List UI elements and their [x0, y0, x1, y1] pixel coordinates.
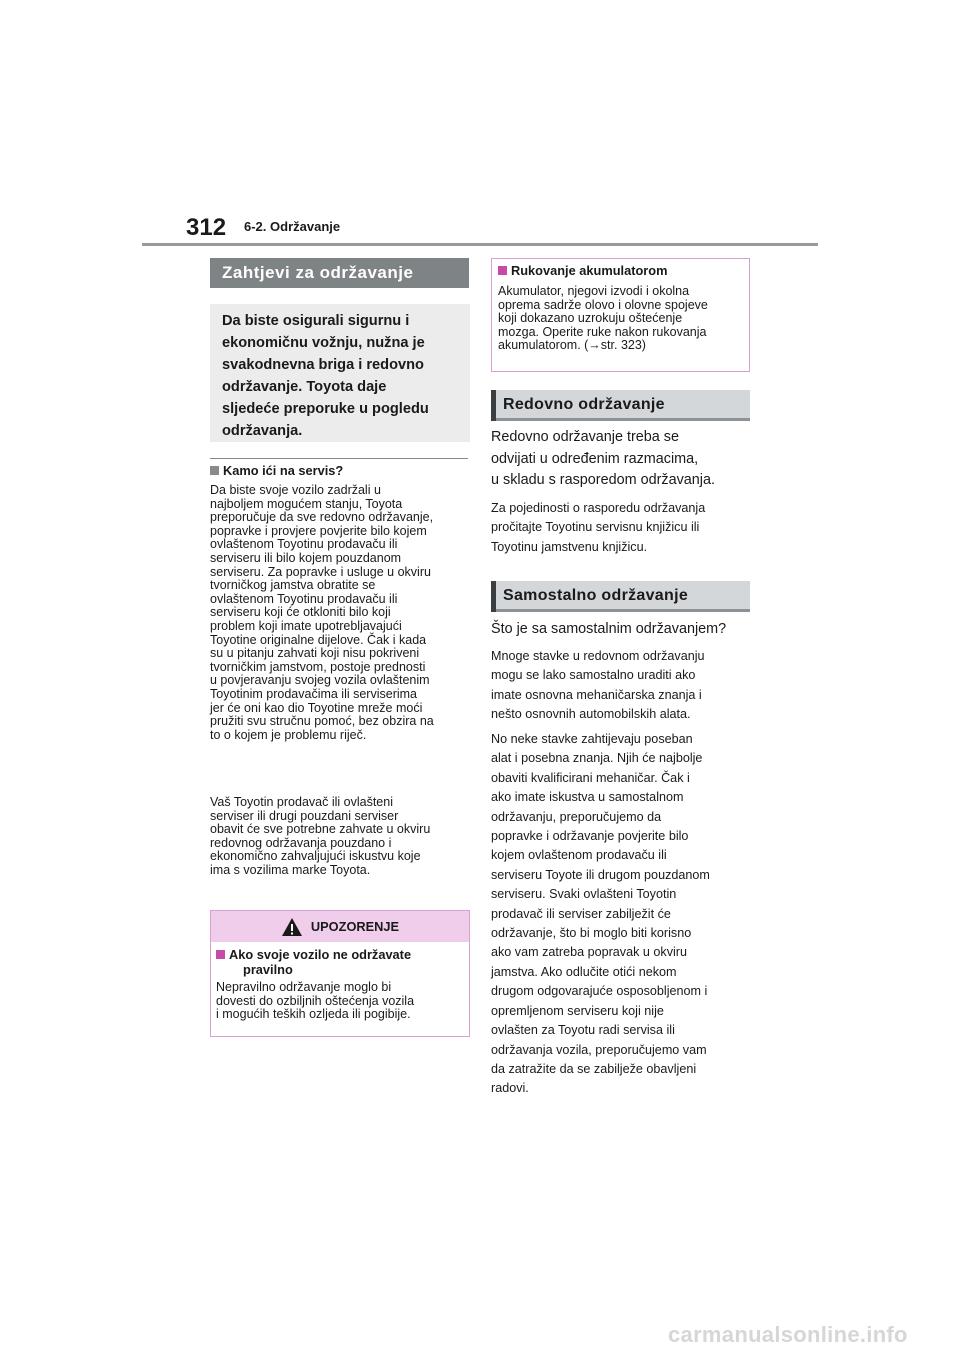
intro-line: Da biste osigurali sigurnu i — [222, 313, 410, 329]
text-line: odvijati u određenim razmacima, — [491, 450, 699, 467]
text-line: popravke i provjere povjerite bilo kojem — [210, 523, 427, 538]
text-line: tvorničkog jamstva obratite se — [210, 578, 376, 593]
text-line: to o kojem je problemu riječ. — [210, 727, 367, 742]
text-line: serviseru koji će otkloniti bilo koji — [210, 605, 391, 620]
warning-box — [210, 910, 470, 1037]
text-line: Za pojedinosti o rasporedu održavanja — [491, 501, 706, 515]
text-line: problem koji imate upotrebljavajući — [210, 618, 402, 633]
warning-heading-text — [229, 947, 411, 977]
section-title-samostalno — [491, 581, 750, 612]
square-bullet-icon — [216, 950, 225, 959]
text-line: dovesti do ozbiljnih oštećenja vozila — [216, 993, 415, 1008]
text-line: pročitajte Toyotinu servisnu knjižicu ili — [491, 520, 700, 535]
text-line: opremljenom serviseru koji nije — [491, 1003, 664, 1018]
servis-heading-text: Kamo ići na servis? — [223, 463, 344, 478]
text-line: serviseru ili bilo kojem pouzdanom — [210, 550, 402, 565]
text-line: popravke i održavanje povjerite bilo — [491, 829, 689, 844]
text-line: serviseru. Za popravke i usluge u okviru — [210, 564, 431, 579]
section-title-text: Samostalno održavanje — [503, 587, 689, 604]
text-line: radovi. — [491, 1081, 529, 1096]
text-line: u skladu s rasporedom održavanja. — [491, 472, 715, 489]
section-title-zahtjevi: Zahtjevi za održavanje — [210, 258, 469, 288]
text-line: ovlašten za Toyotu radi servisa ili — [491, 1023, 675, 1038]
intro-line: održavanja. — [222, 423, 303, 439]
section-title-redovno — [491, 390, 750, 421]
text-line: jamstva. Ako odlučite otići nekom — [491, 964, 677, 979]
text-line: redovnog održavanja pouzdano i — [210, 835, 392, 850]
samostalno-question: Što je sa samostalnim održavanjem? — [491, 621, 727, 637]
intro-line: održavanje. Toyota daje — [222, 379, 387, 395]
text-line: Toyotine originalne dijelove. Čak i kada — [210, 632, 427, 647]
text-line: su u pitanju zahvati koji nisu pokriveni — [210, 646, 420, 661]
text-line: da zatražite da se zabilježe obavljeni — [491, 1061, 697, 1076]
text-line: najboljem mogućem stanju, Toyota — [210, 496, 403, 511]
text-line: obaviti kvalificirani mehaničar. Čak i — [491, 770, 690, 785]
text-line: prodavač ili serviser zabilježit će — [491, 906, 671, 921]
text-line: pravilno — [243, 962, 293, 977]
note-heading — [498, 263, 743, 278]
note-box-akumulator — [491, 258, 750, 372]
text-line: Akumulator, njegovi izvodi i okolna — [498, 284, 690, 298]
text-line: akumulatorom. (→str. 323) — [498, 338, 646, 353]
text-line: mozga. Operite ruke nakon rukovanja — [498, 324, 707, 339]
samostalno-paragraph-2 — [491, 730, 753, 1099]
text-line: Nepravilno održavanje moglo bi — [216, 980, 392, 994]
text-line: serviseru Toyote ili drugom pouzdanom — [491, 867, 710, 882]
text-line: Redovno održavanje treba se — [491, 429, 679, 445]
text-line: Da biste svoje vozilo zadržali u — [210, 483, 381, 497]
page-number: 312 — [186, 214, 227, 241]
note-text — [498, 285, 743, 353]
text-line: oprema sadrže olovo i olovne spojeve — [498, 297, 708, 312]
text-line: imate osnovna mehaničarska znanja i — [491, 687, 702, 702]
text-line: preporučuje da sve redovno održavanje, — [210, 510, 434, 525]
text-line: ima s vozilima marke Toyota. — [210, 862, 371, 877]
watermark: carmanualsonline.info — [668, 1322, 908, 1347]
text-line: ako imate iskustva u samostalnom — [491, 790, 684, 805]
text-line: ovlaštenom Toyotinu prodavaču ili — [210, 591, 398, 606]
header-rule — [142, 243, 818, 246]
note-heading-text: Rukovanje akumulatorom — [511, 263, 668, 278]
servis-heading — [210, 463, 343, 478]
text-line: održavanje, što bi moglo biti korisno — [491, 926, 692, 941]
redovno-lead — [491, 427, 753, 492]
text-line: Toyotinim prodavačima ili serviserima — [210, 686, 418, 701]
text-line: i mogućih teških ozljeda ili pogibije. — [216, 1007, 411, 1022]
text-line: mogu se lako samostalno uraditi ako — [491, 668, 696, 683]
redovno-text — [491, 499, 753, 557]
samostalno-paragraph-1 — [491, 647, 753, 725]
text-line: serviseru. Svaki ovlašteni Toyotin — [491, 887, 677, 902]
text-line: Ako svoje vozilo ne održavate — [229, 947, 412, 962]
warning-heading — [211, 942, 469, 977]
text-line: alat i posebna znanja. Njih će najbolje — [491, 751, 703, 766]
text-line: tvorničkim jamstvom, postoje prednosti — [210, 659, 426, 674]
square-bullet-icon — [210, 466, 219, 475]
text-line: Vaš Toyotin prodavač ili ovlašteni — [210, 795, 393, 809]
text-line: nešto osnovnih automobilskih alata. — [491, 707, 691, 722]
text-line: održavanju, preporučujemo da — [491, 809, 662, 824]
warning-text — [211, 977, 469, 1022]
text-line: ovlaštenom Toyotinu prodavaču ili — [210, 537, 398, 552]
text-line: u povjeravanju svojeg vozila ovlaštenim — [210, 673, 430, 688]
text-line: obavit će sve potrebne zahvate u okviru — [210, 822, 431, 837]
intro-box — [210, 304, 470, 442]
text-line: No neke stavke zahtijevaju poseban — [491, 732, 693, 746]
text-line: kojem ovlaštenom prodavaču ili — [491, 848, 667, 863]
text-line: jer će oni kao dio Toyotine mreže moći — [210, 700, 423, 715]
intro-line: sljedeće preporuke u pogledu — [222, 401, 429, 417]
servis-paragraph-1 — [210, 484, 472, 742]
section-title-text: Redovno održavanje — [503, 396, 665, 413]
divider — [210, 458, 468, 459]
servis-paragraph-2 — [210, 796, 472, 878]
warning-title: UPOZORENJE — [310, 919, 400, 934]
text-line: ekonomično zahvaljujući iskustvu koje — [210, 849, 421, 864]
text-line: Toyotinu jamstvenu knjižicu. — [491, 539, 648, 554]
text-line: serviser ili drugi pouzdani serviser — [210, 808, 399, 823]
square-bullet-icon — [498, 266, 507, 275]
text-line: koji dokazano uzrokuju oštećenje — [498, 311, 683, 326]
warning-header — [211, 911, 469, 942]
text-line: drugom odgovarajuće osposobljenom i — [491, 984, 708, 999]
warning-triangle-icon — [281, 917, 303, 937]
intro-line: ekonomičnu vožnju, nužna je — [222, 335, 425, 351]
text-line: Mnoge stavke u redovnom održavanju — [491, 649, 705, 663]
text-line: ako vam zatreba popravak u okviru — [491, 945, 688, 960]
intro-line: svakodnevna briga i redovno — [222, 357, 424, 373]
text-line: pružiti svu stručnu pomoć, bez obzira na — [210, 714, 434, 729]
text-line: održavanja vozila, preporučujemo vam — [491, 1042, 707, 1057]
chapter-title: 6-2. Održavanje — [244, 219, 341, 234]
